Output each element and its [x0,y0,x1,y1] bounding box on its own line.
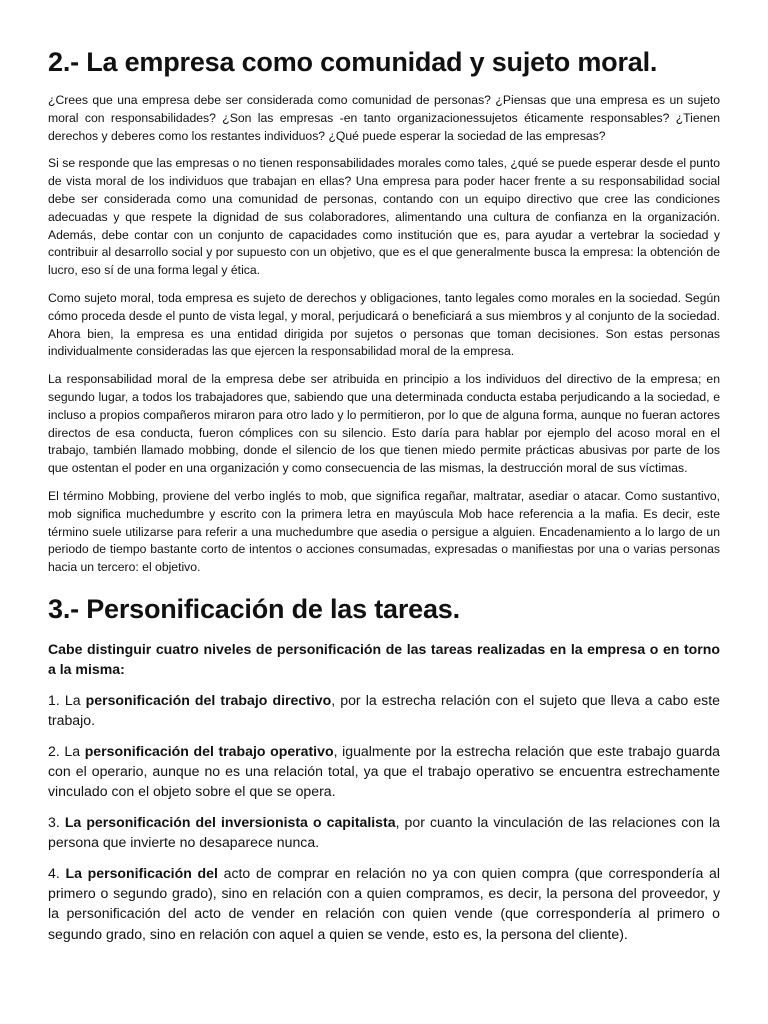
list-item-1-lead: 1. La [48,691,86,708]
list-item-1 [48,690,720,731]
list-item-2-rest: , igualmente por la estrecha relación que este trabajo guarda con el operario, aunque no es una relación total, ya que el trabajo operativo se encuentra estrechamente vinculado con el objeto sobre el que se opera. [48,742,720,800]
section-2-title: 2.- La empresa como comunidad y sujeto moral. [48,47,658,77]
list-item-4-bold: La personificación del [65,864,218,881]
list-item-2-lead: 2. La [48,742,85,759]
list-item-3-rest: , por cuanto la vinculación de las relaciones con la persona que invierte no desaparece nunca. [48,813,720,851]
section-2-paragraph-3: Como sujeto moral, toda empresa es sujeto de derechos y obligaciones, tanto legales como morales en la sociedad. Según cómo proceda desde el punto de vista legal, y moral, perjudicará o beneficiará a sus miembros y al conjunto de la sociedad. Ahora bien, la empresa es una entidad dirigida por sujetos o personas que toman decisiones. Son estas personas individualmente consideradas las que ejercen la responsabilidad moral de la empresa. [48,290,720,359]
list-item-4-rest: acto de comprar en relación no ya con quien compra (que correspondería al primero o segundo grado), sino en relación con a quien compramos, es decir, la persona del proveedor, y la personificación del acto de vender en relación con quien vende (que correspondería al primero o segundo grado, sino en relación con aquel a quien se vende, esto es, la persona del cliente). [48,864,721,942]
list-item-1-bold: personificación del trabajo directivo [85,691,332,708]
section-2-paragraph-4: La responsabilidad moral de la empresa debe ser atribuida en principio a los individuos del directivo de la empresa; en segundo lugar, a todos los trabajadores que, sabiendo que una determinada conducta estaba perjudicando a la sociedad, e incluso a propios compañeros miraron para otro lado y lo permitieron, por lo que de alguna forma, aunque no fueran actores directos de esa conducta, fueron cómplices con su silencio. Esto daría para hablar por ejemplo del acoso moral en el trabajo, también llamado mobbing, donde el silencio de los que tienen miedo permite prácticas abusivas por parte de los que ostentan el poder en una organización y como consecuencia de las mismas, la destrucción moral de sus víctimas. [48,372,720,476]
list-item-3 [48,812,720,853]
section-3-intro: Cabe distinguir cuatro niveles de personificación de las tareas realizadas en la empresa o en torno a la misma: [48,640,720,678]
list-item-3-bold: La personificación del inversionista o capitalista [64,813,396,830]
list-item-1-rest: , por la estrecha relación con el sujeto que lleva a cabo este trabajo. [48,691,720,729]
list-item-2-bold: personificación del trabajo operativo [84,742,334,759]
section-2-paragraph-1: ¿Crees que una empresa debe ser considerada como comunidad de personas? ¿Piensas que una empresa es un sujeto moral con responsabilidades? ¿Son las empresas -en tanto organizacionessujetos éticamente responsables? ¿Tienen derechos y deberes como los restantes individuos? ¿Qué puede esperar la sociedad de las empresas? [48,93,720,143]
section-2-paragraph-5: El término Mobbing, proviene del verbo inglés to mob, que significa regañar, maltratar, asediar o atacar. Como sustantivo, mob significa muchedumbre y escrito con la primera letra en mayúscula Mob hace referencia a la mafia. Es decir, este término suele utilizarse para referir a una muchedumbre que asedia o persigue a alguien. Encadenamiento a lo largo de un periodo de tiempo bastante corto de intentos o acciones consumadas, expresadas o manifiestas por una o varias personas hacia un tercero: el objetivo. [48,488,720,575]
list-item-4 [48,863,720,945]
section-3-title: 3.- Personificación de las tareas. [48,593,460,624]
section-2-paragraph-2: Si se responde que las empresas o no tienen responsabilidades morales como tales, ¿qué se puede esperar desde el punto de vista moral de los individuos que trabajan en ellas? Una empresa para poder hacer frente a su responsabilidad social debe ser considerada como una comunidad de personas, contando con un equipo directivo que cree las condiciones adecuadas y que respete la dignidad de sus colaboradores, alimentando una cultura de confianza en la organización. Además, debe contar con un conjunto de capacidades como institución que es, para ayudar a vertebrar la sociedad y contribuir al desarrollo social y por supuesto con un objetivo, que es el que generalmente busca la empresa: la obtención de lucro, eso sí de una forma legal y ética. [48,156,720,278]
list-item-4-lead: 4. [48,864,66,881]
list-item-3-lead: 3. [48,813,65,830]
list-item-2 [48,741,720,802]
